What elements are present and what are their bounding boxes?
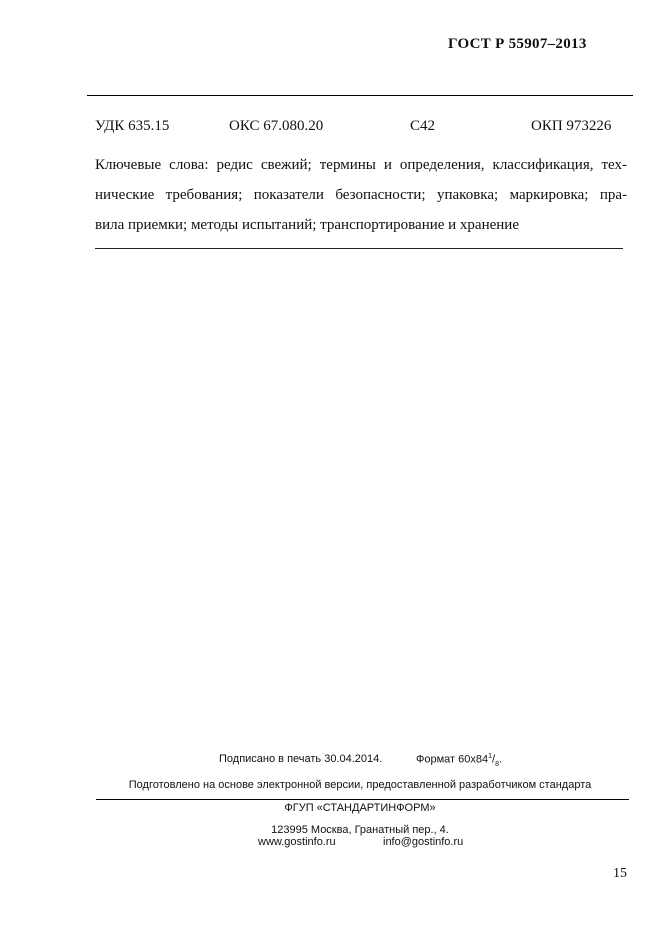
- group-code: С42: [410, 118, 436, 134]
- oks-code: ОКС 67.080.20: [229, 118, 324, 134]
- keywords-line: нические требования; показатели безопасности; упаковка; маркировка; пра-: [95, 187, 627, 203]
- okp-code: ОКП 973226: [531, 118, 612, 134]
- document-code: ГОСТ Р 55907–2013: [448, 36, 587, 52]
- format-suffix: .: [498, 753, 503, 766]
- format-slash: /: [492, 753, 496, 766]
- header-divider: [87, 95, 633, 96]
- format-prefix: Формат 60х84: [416, 753, 489, 766]
- format-denominator: 8: [495, 760, 499, 768]
- signed-date: Подписано в печать 30.04.2014.: [219, 753, 383, 765]
- udk-code: УДК 635.15: [95, 118, 170, 134]
- publisher-website: www.gostinfo.ru: [258, 836, 336, 848]
- keywords-divider: [95, 248, 623, 249]
- format-numerator: 1: [488, 753, 493, 760]
- page-number: 15: [613, 866, 627, 881]
- publisher-address: 123995 Москва, Гранатный пер., 4.: [271, 824, 449, 836]
- keywords-line: Ключевые слова: редис свежий; термины и определения, классификация, тех-: [95, 157, 627, 173]
- prepared-note: Подготовлено на основе электронной версии, предоставленной разработчиком стандарта: [128, 779, 592, 791]
- keywords-paragraph: [95, 150, 627, 240]
- imprint-divider: [96, 799, 629, 800]
- keywords-line: вила приемки; методы испытаний; транспортирование и хранение: [95, 217, 519, 233]
- publisher-name: ФГУП «СТАНДАРТИНФОРМ»: [284, 802, 436, 814]
- publisher-email: info@gostinfo.ru: [383, 836, 464, 848]
- paper-format: [416, 753, 502, 768]
